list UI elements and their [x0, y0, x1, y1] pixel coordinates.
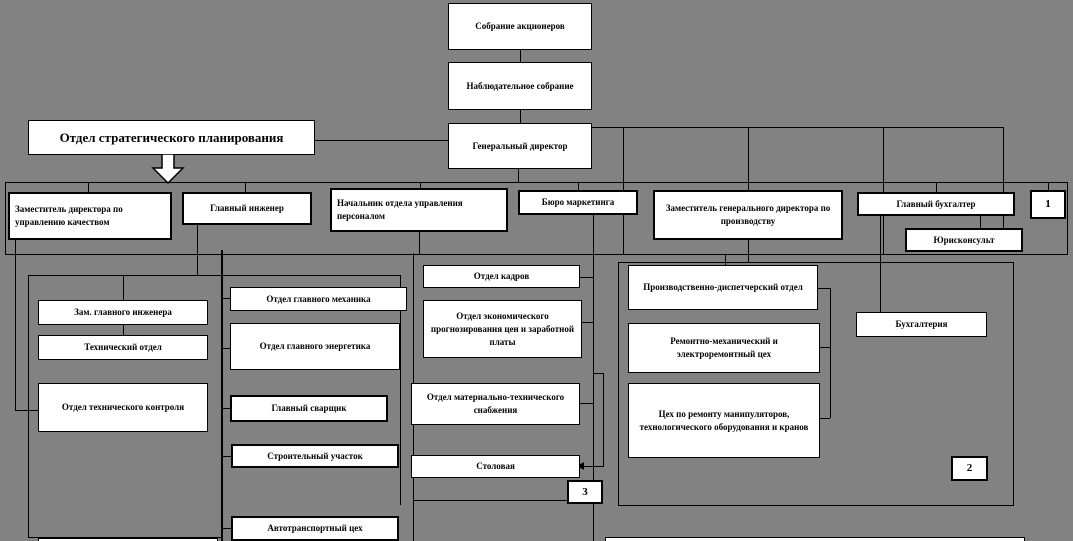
connector-line	[748, 240, 749, 262]
node-stolovaya: Столовая	[411, 455, 580, 478]
node-otdel-kadrov: Отдел кадров	[423, 265, 580, 288]
down-block-arrow-icon	[150, 154, 186, 184]
partial-box-bottom-right	[605, 537, 1025, 541]
node-yuriskonsult: Юрисконсульт	[905, 228, 1023, 252]
connector-line	[818, 288, 830, 289]
connector-line	[88, 182, 89, 192]
connector-line	[580, 277, 593, 278]
node-otdel-tehnicheskogo-kontrolya: Отдел технического контроля	[38, 383, 208, 432]
node-otdel-glavnogo-mehanika: Отдел главного механика	[230, 287, 407, 311]
node-zam-gen-direktora-proizvodstvo: Заместитель генерального директора по производству	[653, 190, 843, 240]
connector-line	[5, 254, 1068, 255]
connector-line	[1067, 182, 1068, 254]
connector-line	[593, 215, 594, 500]
connector-line	[419, 232, 420, 254]
connector-line	[5, 182, 6, 254]
connector-line	[725, 254, 726, 265]
connector-line	[618, 262, 619, 505]
connector-line	[830, 288, 831, 418]
connector-line	[28, 275, 29, 538]
connector-line	[15, 410, 38, 411]
connector-line	[520, 110, 521, 123]
connector-line	[578, 182, 579, 190]
node-nablyudatelnoe-sobranie: Наблюдательное собрание	[448, 62, 592, 110]
node-glavny-buhgalter: Главный бухгалтер	[857, 192, 1015, 216]
node-tseh-po-remontu-manipulyatorov: Цех по ремонту манипуляторов, технологического оборудования и кранов	[628, 383, 820, 458]
connector-line	[223, 528, 231, 529]
connector-line	[413, 500, 414, 541]
node-avtotransportny-tseh: Автотранспортный цех	[231, 516, 399, 541]
node-generalny-direktor: Генеральный директор	[448, 123, 592, 169]
node-buhgalteriya: Бухгалтерия	[856, 312, 987, 337]
connector-line	[603, 373, 604, 467]
connector-line	[223, 408, 230, 409]
node-zam-glavnogo-inzhenera: Зам. главного инженера	[38, 300, 208, 325]
node-glavny-svarshik: Главный сварщик	[230, 395, 388, 422]
connector-line	[223, 348, 230, 349]
connector-line	[223, 298, 230, 299]
node-otdel-ekonomicheskogo-prognozirovaniya: Отдел экономического прогнозирования цен и заработной платы	[423, 300, 582, 358]
node-proizvodstvenno-dispetchersky-otdel: Производственно-диспетчерский отдел	[628, 265, 818, 310]
connector-line	[28, 275, 400, 276]
connector-line	[883, 127, 884, 254]
connector-line	[618, 262, 1013, 263]
node-otdel-strategicheskogo-planirovaniya: Отдел стратегического планирования	[28, 120, 315, 155]
connector-line	[123, 275, 124, 300]
connector-line	[15, 240, 16, 410]
connector-line	[580, 403, 593, 404]
node-nachalnik-otdela-personala: Начальник отдела управления персоналом	[330, 188, 508, 232]
node-label-1: 1	[1030, 190, 1066, 219]
connector-line	[936, 182, 937, 192]
node-zam-direktora-kachestvo: Заместитель директора по управлению качеством	[8, 192, 172, 240]
node-tehnichesky-otdel: Технический отдел	[38, 335, 208, 360]
connector-line	[123, 325, 124, 335]
connector-line	[315, 140, 448, 141]
connector-line	[245, 182, 246, 192]
connector-line	[221, 250, 223, 541]
node-otdel-material-tehnicheskogo-snabzheniya: Отдел материально-технического снабжения	[411, 383, 580, 425]
connector-line	[582, 322, 593, 323]
node-sobranie-aktsionerov: Собрание акционеров	[448, 3, 592, 50]
connector-line	[1048, 182, 1049, 190]
node-stroitelny-uchastok: Строительный участок	[231, 444, 399, 468]
connector-line	[1013, 262, 1014, 505]
node-otdel-glavnogo-energetika: Отдел главного энергетика	[230, 323, 400, 370]
connector-line	[748, 127, 749, 190]
connector-line	[593, 373, 603, 374]
connector-line	[197, 225, 198, 275]
connector-line	[618, 505, 1014, 506]
connector-line	[593, 500, 594, 541]
connector-line	[518, 169, 519, 182]
connector-line	[223, 456, 231, 457]
connector-line	[880, 216, 881, 312]
node-buro-marketinga: Бюро маркетинга	[518, 190, 638, 215]
node-glavny-inzhener: Главный инженер	[182, 192, 312, 225]
connector-line	[980, 216, 981, 228]
connector-line	[592, 127, 1004, 128]
node-remontno-mehanichesky-tseh: Ремонтно-механический и электроремонтный цех	[628, 323, 820, 373]
node-label-2: 2	[951, 456, 988, 481]
node-label-3: 3	[567, 480, 603, 504]
connector-line	[584, 466, 603, 467]
